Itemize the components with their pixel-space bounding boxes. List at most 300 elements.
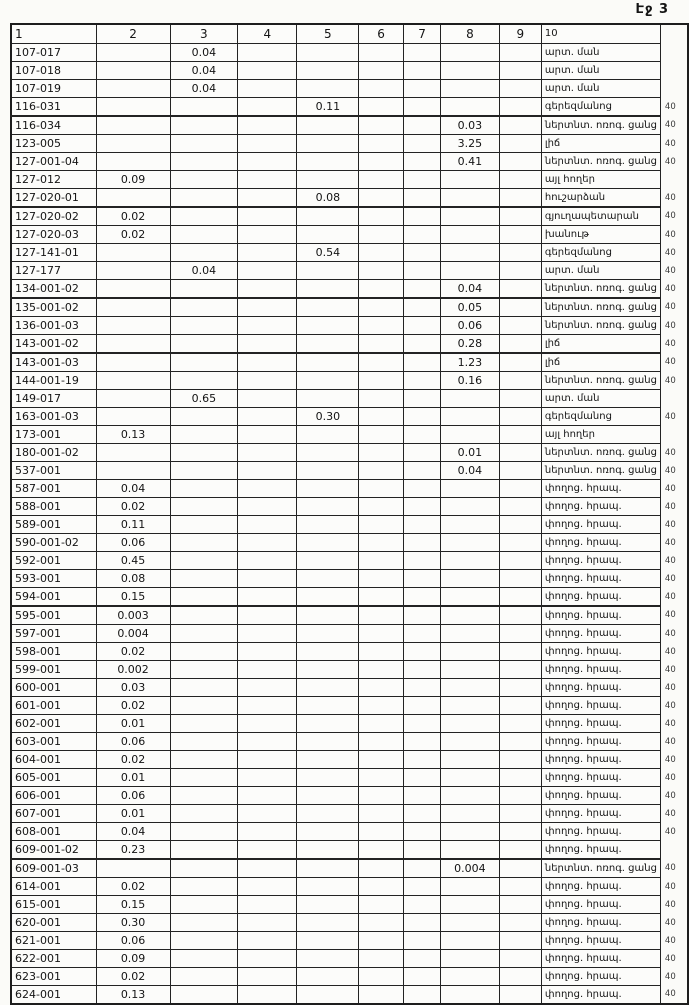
cell-value: 0.02 bbox=[96, 226, 170, 244]
cell-value bbox=[297, 516, 359, 534]
cell-value bbox=[238, 751, 297, 769]
cell-value bbox=[441, 552, 500, 570]
cell-value bbox=[96, 244, 170, 262]
cell-landuse: ներտնտ. ոռոգ. ցանց bbox=[541, 462, 660, 480]
cell-value bbox=[404, 733, 441, 751]
cell-value: 0.06 bbox=[96, 733, 170, 751]
cell-value bbox=[499, 606, 541, 625]
cell-landuse: փողոց. հրապ. bbox=[541, 643, 660, 661]
cell-value: 0.45 bbox=[96, 552, 170, 570]
cell-value bbox=[297, 262, 359, 280]
cell-value bbox=[297, 570, 359, 588]
cell-value bbox=[96, 298, 170, 317]
cell-parcel-code: 127-012 bbox=[11, 171, 96, 189]
cell-value bbox=[359, 896, 404, 914]
cell-parcel-code: 588-001 bbox=[11, 498, 96, 516]
cell-value bbox=[359, 697, 404, 715]
cell-value bbox=[359, 878, 404, 896]
cell-value bbox=[297, 661, 359, 679]
cell-parcel-code: 595-001 bbox=[11, 606, 96, 625]
margin-note bbox=[660, 44, 688, 62]
cell-landuse: փողոց. հրապ. bbox=[541, 534, 660, 552]
cell-landuse: փողոց. հրապ. bbox=[541, 805, 660, 823]
cell-value bbox=[404, 189, 441, 208]
cell-value bbox=[297, 498, 359, 516]
cell-landuse: փողոց. հրապ. bbox=[541, 950, 660, 968]
cell-value bbox=[499, 207, 541, 226]
cell-value bbox=[441, 715, 500, 733]
cell-value bbox=[359, 135, 404, 153]
cell-landuse: ներտնտ. ոռոգ. ցանց bbox=[541, 372, 660, 390]
cell-value bbox=[499, 516, 541, 534]
cell-value bbox=[238, 932, 297, 950]
cell-landuse: փողոց. հրապ. bbox=[541, 932, 660, 950]
cell-value bbox=[238, 715, 297, 733]
cell-landuse: փողոց. հրապ. bbox=[541, 914, 660, 932]
cell-value bbox=[404, 480, 441, 498]
cell-value bbox=[359, 552, 404, 570]
margin-note: 40 bbox=[664, 465, 676, 476]
margin-note: 40 bbox=[664, 211, 676, 222]
cell-value bbox=[238, 914, 297, 932]
table-header-row bbox=[11, 24, 688, 44]
cell-value bbox=[359, 606, 404, 625]
cell-value bbox=[359, 733, 404, 751]
cell-value bbox=[96, 390, 170, 408]
cell-value bbox=[441, 679, 500, 697]
cell-value: 0.04 bbox=[170, 262, 238, 280]
cell-parcel-code: 107-018 bbox=[11, 62, 96, 80]
cell-value: 0.04 bbox=[96, 823, 170, 841]
margin-note: 40 bbox=[664, 573, 676, 584]
cell-value bbox=[404, 878, 441, 896]
cell-value bbox=[441, 841, 500, 860]
cell-value bbox=[499, 226, 541, 244]
table-row bbox=[11, 498, 688, 516]
cell-value bbox=[297, 986, 359, 1005]
margin-note: 40 bbox=[664, 591, 676, 602]
cell-value bbox=[359, 968, 404, 986]
table-row bbox=[11, 372, 688, 390]
margin-note: 40 bbox=[664, 283, 676, 294]
table-row bbox=[11, 44, 688, 62]
table-row bbox=[11, 262, 688, 280]
table-row bbox=[11, 715, 688, 733]
cell-value bbox=[170, 823, 238, 841]
cell-value bbox=[238, 733, 297, 751]
cell-value bbox=[170, 444, 238, 462]
cell-landuse: ներտնտ. ոռոգ. ցանց bbox=[541, 444, 660, 462]
cell-value bbox=[404, 715, 441, 733]
cell-value: 0.03 bbox=[441, 116, 500, 135]
cell-value bbox=[404, 805, 441, 823]
cell-value bbox=[297, 896, 359, 914]
cell-value bbox=[96, 335, 170, 354]
cell-value bbox=[297, 153, 359, 171]
table-row bbox=[11, 189, 688, 208]
cell-parcel-code: 135-001-02 bbox=[11, 298, 96, 317]
cell-value bbox=[359, 244, 404, 262]
cell-value bbox=[170, 372, 238, 390]
cell-landuse: փողոց. հրապ. bbox=[541, 570, 660, 588]
cell-value bbox=[96, 98, 170, 117]
cell-parcel-code: 589-001 bbox=[11, 516, 96, 534]
cell-value: 0.004 bbox=[441, 859, 500, 878]
cell-value bbox=[297, 353, 359, 372]
cell-value bbox=[441, 570, 500, 588]
cell-value bbox=[499, 426, 541, 444]
cell-value bbox=[499, 841, 541, 860]
margin-note bbox=[660, 62, 688, 80]
cell-parcel-code: 594-001 bbox=[11, 588, 96, 607]
cell-value bbox=[441, 207, 500, 226]
cell-value bbox=[441, 44, 500, 62]
cell-value bbox=[96, 135, 170, 153]
cell-value: 0.004 bbox=[96, 625, 170, 643]
table-row bbox=[11, 697, 688, 715]
column-header: 9 bbox=[499, 24, 541, 44]
cell-value bbox=[441, 588, 500, 607]
cell-value bbox=[441, 171, 500, 189]
cell-value bbox=[170, 480, 238, 498]
cell-value bbox=[238, 171, 297, 189]
cell-value: 0.04 bbox=[170, 44, 238, 62]
margin-note: 40 bbox=[664, 447, 676, 458]
cell-value bbox=[238, 226, 297, 244]
cell-value bbox=[404, 171, 441, 189]
cell-landuse: փողոց. հրապ. bbox=[541, 986, 660, 1005]
cell-landuse: ներտնտ. ոռոգ. ցանց bbox=[541, 859, 660, 878]
cell-value bbox=[297, 769, 359, 787]
cell-landuse: փողոց. հրապ. bbox=[541, 769, 660, 787]
cell-value bbox=[170, 498, 238, 516]
margin-note: 40 bbox=[664, 917, 676, 928]
cell-value bbox=[170, 769, 238, 787]
cell-landuse: ներտնտ. ոռոգ. ցանց bbox=[541, 153, 660, 171]
cell-value bbox=[499, 280, 541, 299]
cell-landuse: փողոց. հրապ. bbox=[541, 823, 660, 841]
cell-value bbox=[404, 280, 441, 299]
cell-value bbox=[404, 153, 441, 171]
cell-value bbox=[404, 80, 441, 98]
table-row bbox=[11, 534, 688, 552]
cell-value: 0.11 bbox=[297, 98, 359, 117]
cell-value bbox=[499, 317, 541, 335]
cell-value bbox=[499, 390, 541, 408]
cell-value bbox=[404, 841, 441, 860]
cell-landuse: փողոց. հրապ. bbox=[541, 480, 660, 498]
cell-value bbox=[499, 968, 541, 986]
cell-value bbox=[404, 207, 441, 226]
cell-value bbox=[359, 643, 404, 661]
cell-landuse: փողոց. հրապ. bbox=[541, 697, 660, 715]
cell-value bbox=[297, 679, 359, 697]
cell-value bbox=[96, 462, 170, 480]
cell-value bbox=[170, 226, 238, 244]
cell-value bbox=[238, 153, 297, 171]
cell-value bbox=[297, 751, 359, 769]
table-row bbox=[11, 606, 688, 625]
cell-value bbox=[238, 44, 297, 62]
table-row bbox=[11, 588, 688, 607]
cell-value bbox=[404, 353, 441, 372]
cell-parcel-code: 127-177 bbox=[11, 262, 96, 280]
cell-value bbox=[170, 280, 238, 299]
cell-value bbox=[297, 335, 359, 354]
cell-value bbox=[297, 950, 359, 968]
cell-value bbox=[297, 534, 359, 552]
cell-landuse: խանութ bbox=[541, 226, 660, 244]
table-row bbox=[11, 570, 688, 588]
cell-value bbox=[359, 751, 404, 769]
cell-value bbox=[499, 697, 541, 715]
cell-value bbox=[238, 841, 297, 860]
table-row bbox=[11, 661, 688, 679]
cell-value bbox=[297, 226, 359, 244]
cell-value bbox=[499, 769, 541, 787]
cell-landuse: փողոց. հրապ. bbox=[541, 516, 660, 534]
cell-value bbox=[499, 896, 541, 914]
cell-value bbox=[359, 570, 404, 588]
cell-value bbox=[359, 116, 404, 135]
cell-value bbox=[238, 498, 297, 516]
cell-value bbox=[297, 606, 359, 625]
margin-note: 40 bbox=[664, 700, 676, 711]
cell-value bbox=[404, 968, 441, 986]
cell-value bbox=[238, 262, 297, 280]
cell-value bbox=[499, 859, 541, 878]
cell-value bbox=[170, 189, 238, 208]
cell-value bbox=[441, 262, 500, 280]
cell-landuse: փողոց. հրապ. bbox=[541, 968, 660, 986]
cell-value bbox=[359, 189, 404, 208]
cell-value bbox=[238, 534, 297, 552]
cell-value bbox=[238, 353, 297, 372]
cell-value bbox=[170, 335, 238, 354]
cell-value: 0.65 bbox=[170, 390, 238, 408]
margin-header-spacer bbox=[660, 24, 688, 44]
cell-value bbox=[170, 171, 238, 189]
cell-value bbox=[359, 932, 404, 950]
cell-value bbox=[96, 353, 170, 372]
cell-value bbox=[441, 606, 500, 625]
margin-note bbox=[660, 841, 688, 860]
margin-note: 40 bbox=[664, 682, 676, 693]
cell-parcel-code: 180-001-02 bbox=[11, 444, 96, 462]
cell-landuse: փողոց. հրապ. bbox=[541, 552, 660, 570]
cell-value bbox=[441, 643, 500, 661]
cell-value bbox=[404, 317, 441, 335]
cell-value bbox=[359, 841, 404, 860]
cell-value bbox=[170, 244, 238, 262]
cell-value bbox=[297, 914, 359, 932]
table-row bbox=[11, 932, 688, 950]
margin-note: 40 bbox=[664, 265, 676, 276]
cell-value bbox=[359, 262, 404, 280]
cell-landuse: ներտնտ. ոռոգ. ցանց bbox=[541, 298, 660, 317]
cell-parcel-code: 604-001 bbox=[11, 751, 96, 769]
table-row bbox=[11, 135, 688, 153]
cell-value bbox=[441, 426, 500, 444]
cell-parcel-code: 608-001 bbox=[11, 823, 96, 841]
cell-value bbox=[499, 715, 541, 733]
cell-value bbox=[441, 480, 500, 498]
cell-value bbox=[499, 298, 541, 317]
cell-value bbox=[238, 625, 297, 643]
table-row bbox=[11, 968, 688, 986]
cell-value bbox=[170, 859, 238, 878]
column-header: 6 bbox=[359, 24, 404, 44]
cell-value bbox=[170, 733, 238, 751]
margin-note: 40 bbox=[664, 646, 676, 657]
cell-value bbox=[238, 135, 297, 153]
table-row bbox=[11, 462, 688, 480]
cell-value bbox=[404, 751, 441, 769]
cell-value: 0.54 bbox=[297, 244, 359, 262]
cell-value bbox=[359, 280, 404, 299]
cell-parcel-code: 136-001-03 bbox=[11, 317, 96, 335]
cell-value bbox=[297, 444, 359, 462]
cell-value bbox=[359, 986, 404, 1005]
cell-parcel-code: 600-001 bbox=[11, 679, 96, 697]
cell-value bbox=[297, 280, 359, 299]
cell-value bbox=[359, 462, 404, 480]
cell-value bbox=[404, 226, 441, 244]
cell-landuse: լիճ bbox=[541, 135, 660, 153]
margin-note: 40 bbox=[664, 664, 676, 675]
cell-value bbox=[499, 878, 541, 896]
cell-value bbox=[297, 171, 359, 189]
cell-value bbox=[499, 62, 541, 80]
margin-note: 40 bbox=[664, 483, 676, 494]
cell-value: 0.01 bbox=[96, 715, 170, 733]
cell-value bbox=[238, 588, 297, 607]
cell-value bbox=[499, 625, 541, 643]
margin-note: 40 bbox=[664, 555, 676, 566]
cell-value: 0.28 bbox=[441, 335, 500, 354]
cell-landuse: գերեզմանոց bbox=[541, 244, 660, 262]
cell-value bbox=[404, 643, 441, 661]
cell-value bbox=[359, 769, 404, 787]
table-row bbox=[11, 390, 688, 408]
cell-value bbox=[441, 408, 500, 426]
cell-parcel-code: 127-020-02 bbox=[11, 207, 96, 226]
cell-value bbox=[359, 823, 404, 841]
cell-value bbox=[404, 390, 441, 408]
cell-value bbox=[404, 914, 441, 932]
cell-parcel-code: 603-001 bbox=[11, 733, 96, 751]
table-row bbox=[11, 353, 688, 372]
table-row bbox=[11, 896, 688, 914]
cell-value bbox=[499, 116, 541, 135]
table-row bbox=[11, 116, 688, 135]
cell-parcel-code: 127-020-01 bbox=[11, 189, 96, 208]
cell-value bbox=[499, 534, 541, 552]
table-row bbox=[11, 733, 688, 751]
table-row bbox=[11, 244, 688, 262]
cell-value: 0.16 bbox=[441, 372, 500, 390]
cell-value bbox=[359, 153, 404, 171]
cell-parcel-code: 601-001 bbox=[11, 697, 96, 715]
cell-value bbox=[359, 372, 404, 390]
cell-value: 0.03 bbox=[96, 679, 170, 697]
table-row bbox=[11, 679, 688, 697]
cell-value: 0.04 bbox=[96, 480, 170, 498]
table-row bbox=[11, 444, 688, 462]
cell-parcel-code: 143-001-02 bbox=[11, 335, 96, 354]
cell-value bbox=[359, 516, 404, 534]
cell-value: 0.01 bbox=[96, 805, 170, 823]
cell-value bbox=[404, 262, 441, 280]
cell-value: 0.30 bbox=[297, 408, 359, 426]
table-row bbox=[11, 878, 688, 896]
cell-parcel-code: 590-001-02 bbox=[11, 534, 96, 552]
table-row bbox=[11, 62, 688, 80]
cell-value: 0.15 bbox=[96, 588, 170, 607]
cell-parcel-code: 609-001-02 bbox=[11, 841, 96, 860]
cell-value bbox=[404, 625, 441, 643]
cell-value bbox=[359, 317, 404, 335]
cell-value bbox=[170, 588, 238, 607]
cell-value bbox=[170, 534, 238, 552]
cell-value bbox=[499, 353, 541, 372]
margin-note: 40 bbox=[664, 881, 676, 892]
cell-value bbox=[297, 135, 359, 153]
cell-value bbox=[359, 787, 404, 805]
cell-parcel-code: 615-001 bbox=[11, 896, 96, 914]
cell-value bbox=[404, 859, 441, 878]
cell-value bbox=[238, 280, 297, 299]
cell-value bbox=[238, 390, 297, 408]
cell-value bbox=[170, 135, 238, 153]
cell-parcel-code: 127-141-01 bbox=[11, 244, 96, 262]
cell-landuse: ներտնտ. ոռոգ. ցանց bbox=[541, 280, 660, 299]
margin-note: 40 bbox=[664, 772, 676, 783]
cell-value bbox=[404, 498, 441, 516]
cell-value bbox=[238, 462, 297, 480]
cell-value bbox=[499, 588, 541, 607]
cell-value bbox=[499, 914, 541, 932]
cell-value bbox=[404, 98, 441, 117]
cell-value bbox=[238, 679, 297, 697]
cell-landuse: լիճ bbox=[541, 353, 660, 372]
margin-note: 40 bbox=[664, 953, 676, 964]
cell-value bbox=[297, 298, 359, 317]
cell-value bbox=[404, 697, 441, 715]
cell-value bbox=[441, 823, 500, 841]
cell-landuse: փողոց. հրապ. bbox=[541, 733, 660, 751]
cell-value bbox=[238, 878, 297, 896]
cell-value bbox=[297, 932, 359, 950]
cell-value bbox=[170, 715, 238, 733]
cell-value bbox=[441, 661, 500, 679]
cell-value bbox=[297, 715, 359, 733]
cell-value bbox=[499, 498, 541, 516]
cell-value bbox=[404, 298, 441, 317]
cell-value bbox=[238, 426, 297, 444]
cell-value bbox=[499, 679, 541, 697]
table-row bbox=[11, 516, 688, 534]
cell-value bbox=[238, 317, 297, 335]
cell-value bbox=[441, 914, 500, 932]
cell-value: 0.02 bbox=[96, 697, 170, 715]
cell-parcel-code: 116-034 bbox=[11, 116, 96, 135]
cell-parcel-code: 127-001-04 bbox=[11, 153, 96, 171]
cell-value bbox=[404, 426, 441, 444]
margin-note bbox=[660, 80, 688, 98]
cell-value: 0.06 bbox=[96, 787, 170, 805]
cell-value: 0.06 bbox=[96, 932, 170, 950]
